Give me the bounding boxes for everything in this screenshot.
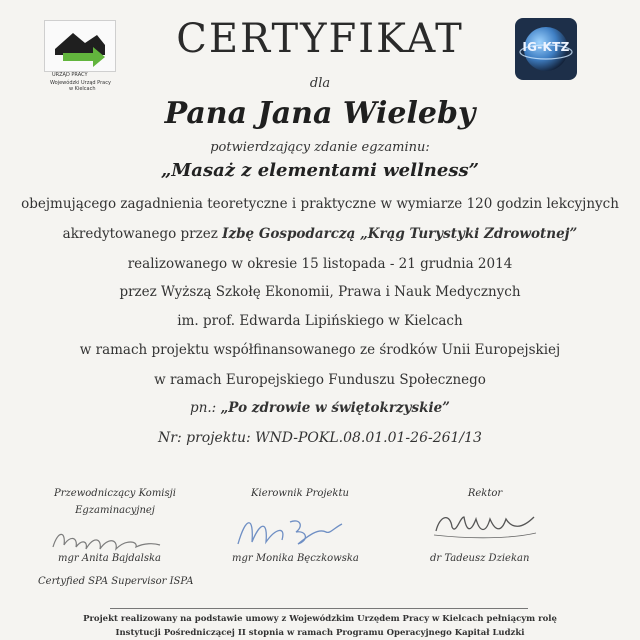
accreditation-prefix: akredytowanego przez <box>62 226 223 242</box>
esf-line: w ramach Europejskiego Funduszu Społecznego <box>154 372 486 388</box>
manager-role: Kierownik Projektu <box>251 488 349 499</box>
project-name: „Po zdrowie w świętokrzyskie” <box>220 400 450 416</box>
footer-divider <box>110 608 528 609</box>
signature-block-manager <box>210 488 390 505</box>
manager-name: mgr Monika Bęczkowska <box>232 553 359 564</box>
school-patron-line: im. prof. Edwarda Lipińskiego w Kielcach <box>177 313 463 329</box>
project-name-prefix: pn.: <box>190 400 221 416</box>
logo-right-text: IG-KTZ <box>522 40 570 54</box>
signature-block-rector <box>410 488 560 505</box>
commission-role-line1: Przewodniczący Komisji <box>54 488 176 499</box>
logo-caption-bottom: w Kielcach <box>69 86 96 92</box>
rector-role: Rektor <box>467 488 503 499</box>
exam-title: „Masaż z elementami wellness” <box>161 160 479 181</box>
period-line: realizowanego w okresie 15 listopada - 21 grudnia 2014 <box>127 256 513 272</box>
commission-extra: Certyfied SPA Supervisor ISPA <box>38 576 194 587</box>
confirm-label: potwierdzający zdanie egzaminu: <box>210 140 430 155</box>
project-name-line <box>0 400 640 416</box>
for-label: dla <box>309 76 331 91</box>
rector-name: dr Tadeusz Dziekan <box>430 553 530 564</box>
commission-name: mgr Anita Bajdalska <box>58 553 161 564</box>
handwritten-signature-commission <box>48 525 168 555</box>
eu-cofinanced-line: w ramach projektu współfinansowanego ze środków Unii Europejskiej <box>79 342 561 358</box>
footer-line-1: Projekt realizowany na podstawie umowy z Wojewódzkim Urzędem Pracy w Kielcach pełniącym rolę <box>83 614 557 624</box>
accreditation-body: Izbę Gospodarczą „Krąg Turystyki Zdrowotnej” <box>222 226 578 242</box>
handwritten-signature-manager <box>230 508 350 552</box>
commission-role-line2: Egzaminacyjnej <box>75 505 155 516</box>
footer-line-2: Instytucji Pośredniczącej II stopnia w ramach Programu Operacyjnego Kapitał Ludzki <box>115 628 525 638</box>
signature-block-commission <box>30 488 200 522</box>
hours-line: obejmującego zagadnienia teoretyczne i praktyczne w wymiarze 120 godzin lekcyjnych <box>21 196 619 212</box>
handwritten-signature-rector <box>430 505 540 545</box>
project-number-line: Nr: projektu: WND-POKL.08.01.01-26-261/13 <box>158 430 482 446</box>
recipient-name: Pana Jana Wieleby <box>164 96 476 131</box>
logo-caption-top: URZĄD PRACY <box>52 72 88 78</box>
accreditation-line <box>0 226 640 242</box>
certificate-title: CERTYFIKAT <box>176 16 464 62</box>
logo-caption-mid: Wojewódzki Urząd Pracy <box>50 80 111 86</box>
school-line: przez Wyższą Szkołę Ekonomii, Prawa i Nauk Medycznych <box>119 284 521 300</box>
